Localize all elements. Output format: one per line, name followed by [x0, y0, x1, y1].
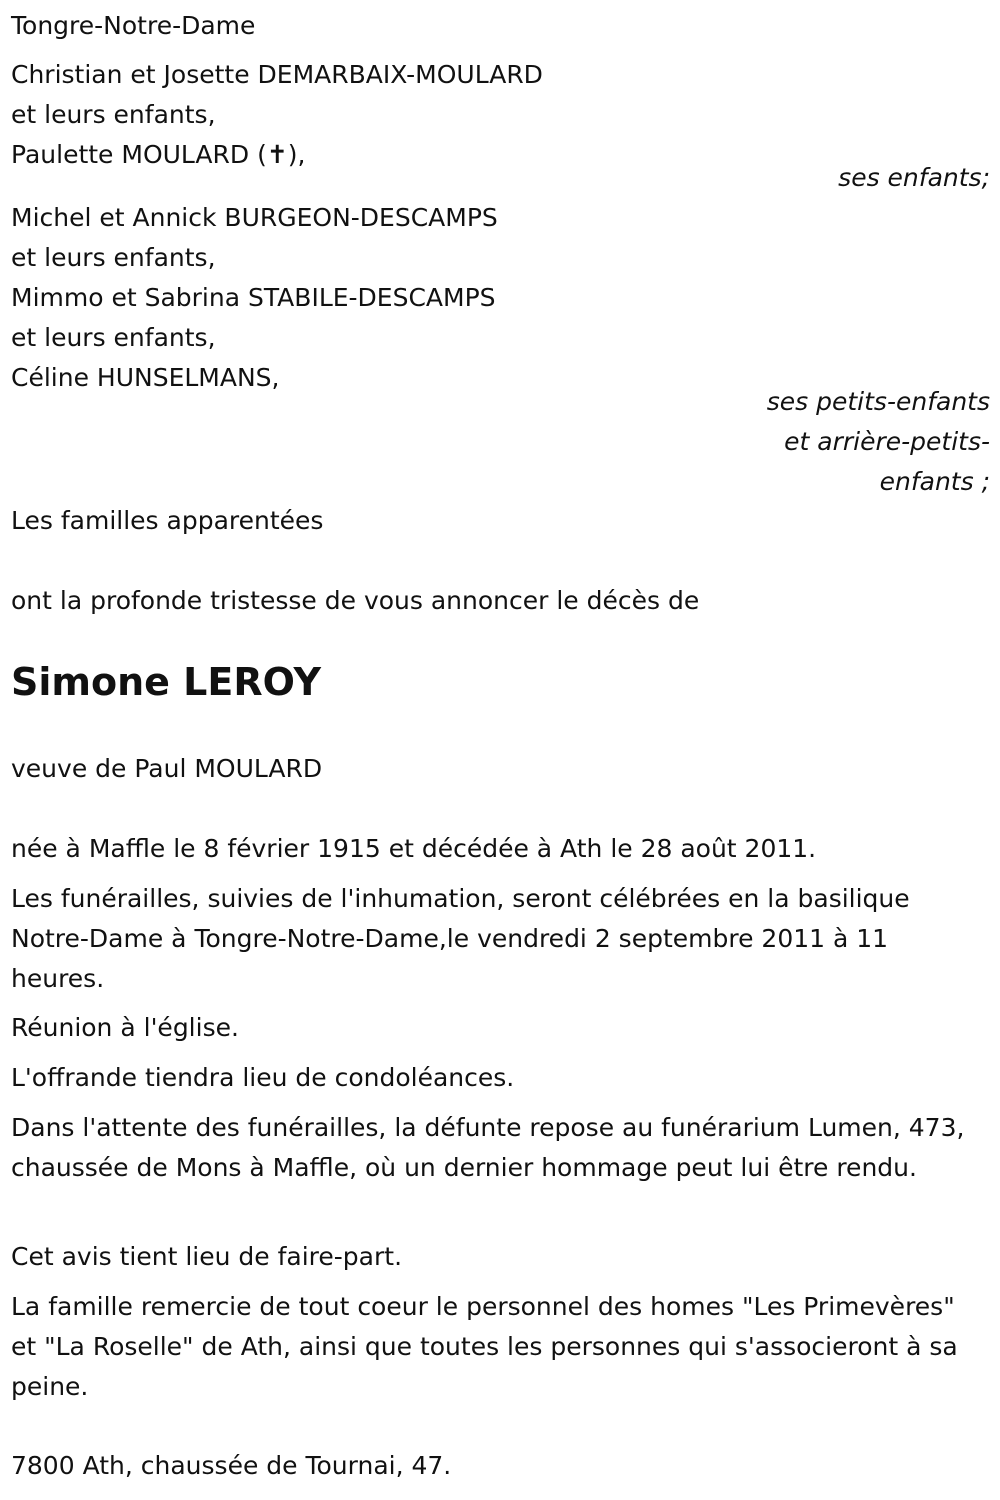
birth-death-line: née à Maffle le 8 février 1915 et décédée à Ath le 28 août 2011.: [11, 834, 817, 863]
grandchildren-line-3: Mimmo et Sabrina STABILE-DESCAMPS: [11, 283, 496, 312]
notice-statement: Cet avis tient lieu de faire-part.: [11, 1242, 403, 1271]
grandchildren-label-1: ses petits-enfants: [766, 387, 990, 416]
offering-note: L'offrande tiendra lieu de condoléances.: [11, 1063, 515, 1092]
grandchildren-label-2: et arrière-petits-: [784, 427, 990, 456]
location-line: Tongre-Notre-Dame: [11, 11, 256, 40]
funeral-details: Les funérailles, suivies de l'inhumation, seront célébrées en la basilique Notre-Dame à Tongre-Notre-Dame,le vendredi 2 septembre 2011 à 11 heures.: [11, 884, 910, 993]
spouse-line: veuve de Paul MOULARD: [11, 754, 323, 783]
related-families: Les familles apparentées: [11, 506, 324, 535]
deceased-name: Simone LEROY: [11, 660, 322, 704]
children-line-2: et leurs enfants,: [11, 100, 216, 129]
children-line-1: Christian et Josette DEMARBAIX-MOULARD: [11, 60, 543, 89]
grandchildren-label-3: enfants ;: [879, 467, 990, 496]
children-label: ses enfants;: [838, 163, 990, 192]
announcement-intro: ont la profonde tristesse de vous annoncer le décès de: [11, 586, 700, 615]
grandchildren-line-1: Michel et Annick BURGEON-DESCAMPS: [11, 203, 498, 232]
footer-address: 7800 Ath, chaussée de Tournai, 47.: [11, 1451, 452, 1480]
grandchildren-line-5: Céline HUNSELMANS,: [11, 363, 280, 392]
children-line-3: Paulette MOULARD (✝),: [11, 140, 306, 169]
funerarium-details: Dans l'attente des funérailles, la défunte repose au funérarium Lumen, 473, chaussée de Mons à Maffle, où un dernier hommage peut lui être rendu.: [11, 1113, 965, 1182]
thanks-paragraph: La famille remercie de tout coeur le personnel des homes "Les Primevères" et "La Roselle" de Ath, ainsi que toutes les personnes qui s'associeront à sa peine.: [11, 1292, 958, 1401]
church-meeting: Réunion à l'église.: [11, 1013, 239, 1042]
grandchildren-line-4: et leurs enfants,: [11, 323, 216, 352]
grandchildren-line-2: et leurs enfants,: [11, 243, 216, 272]
